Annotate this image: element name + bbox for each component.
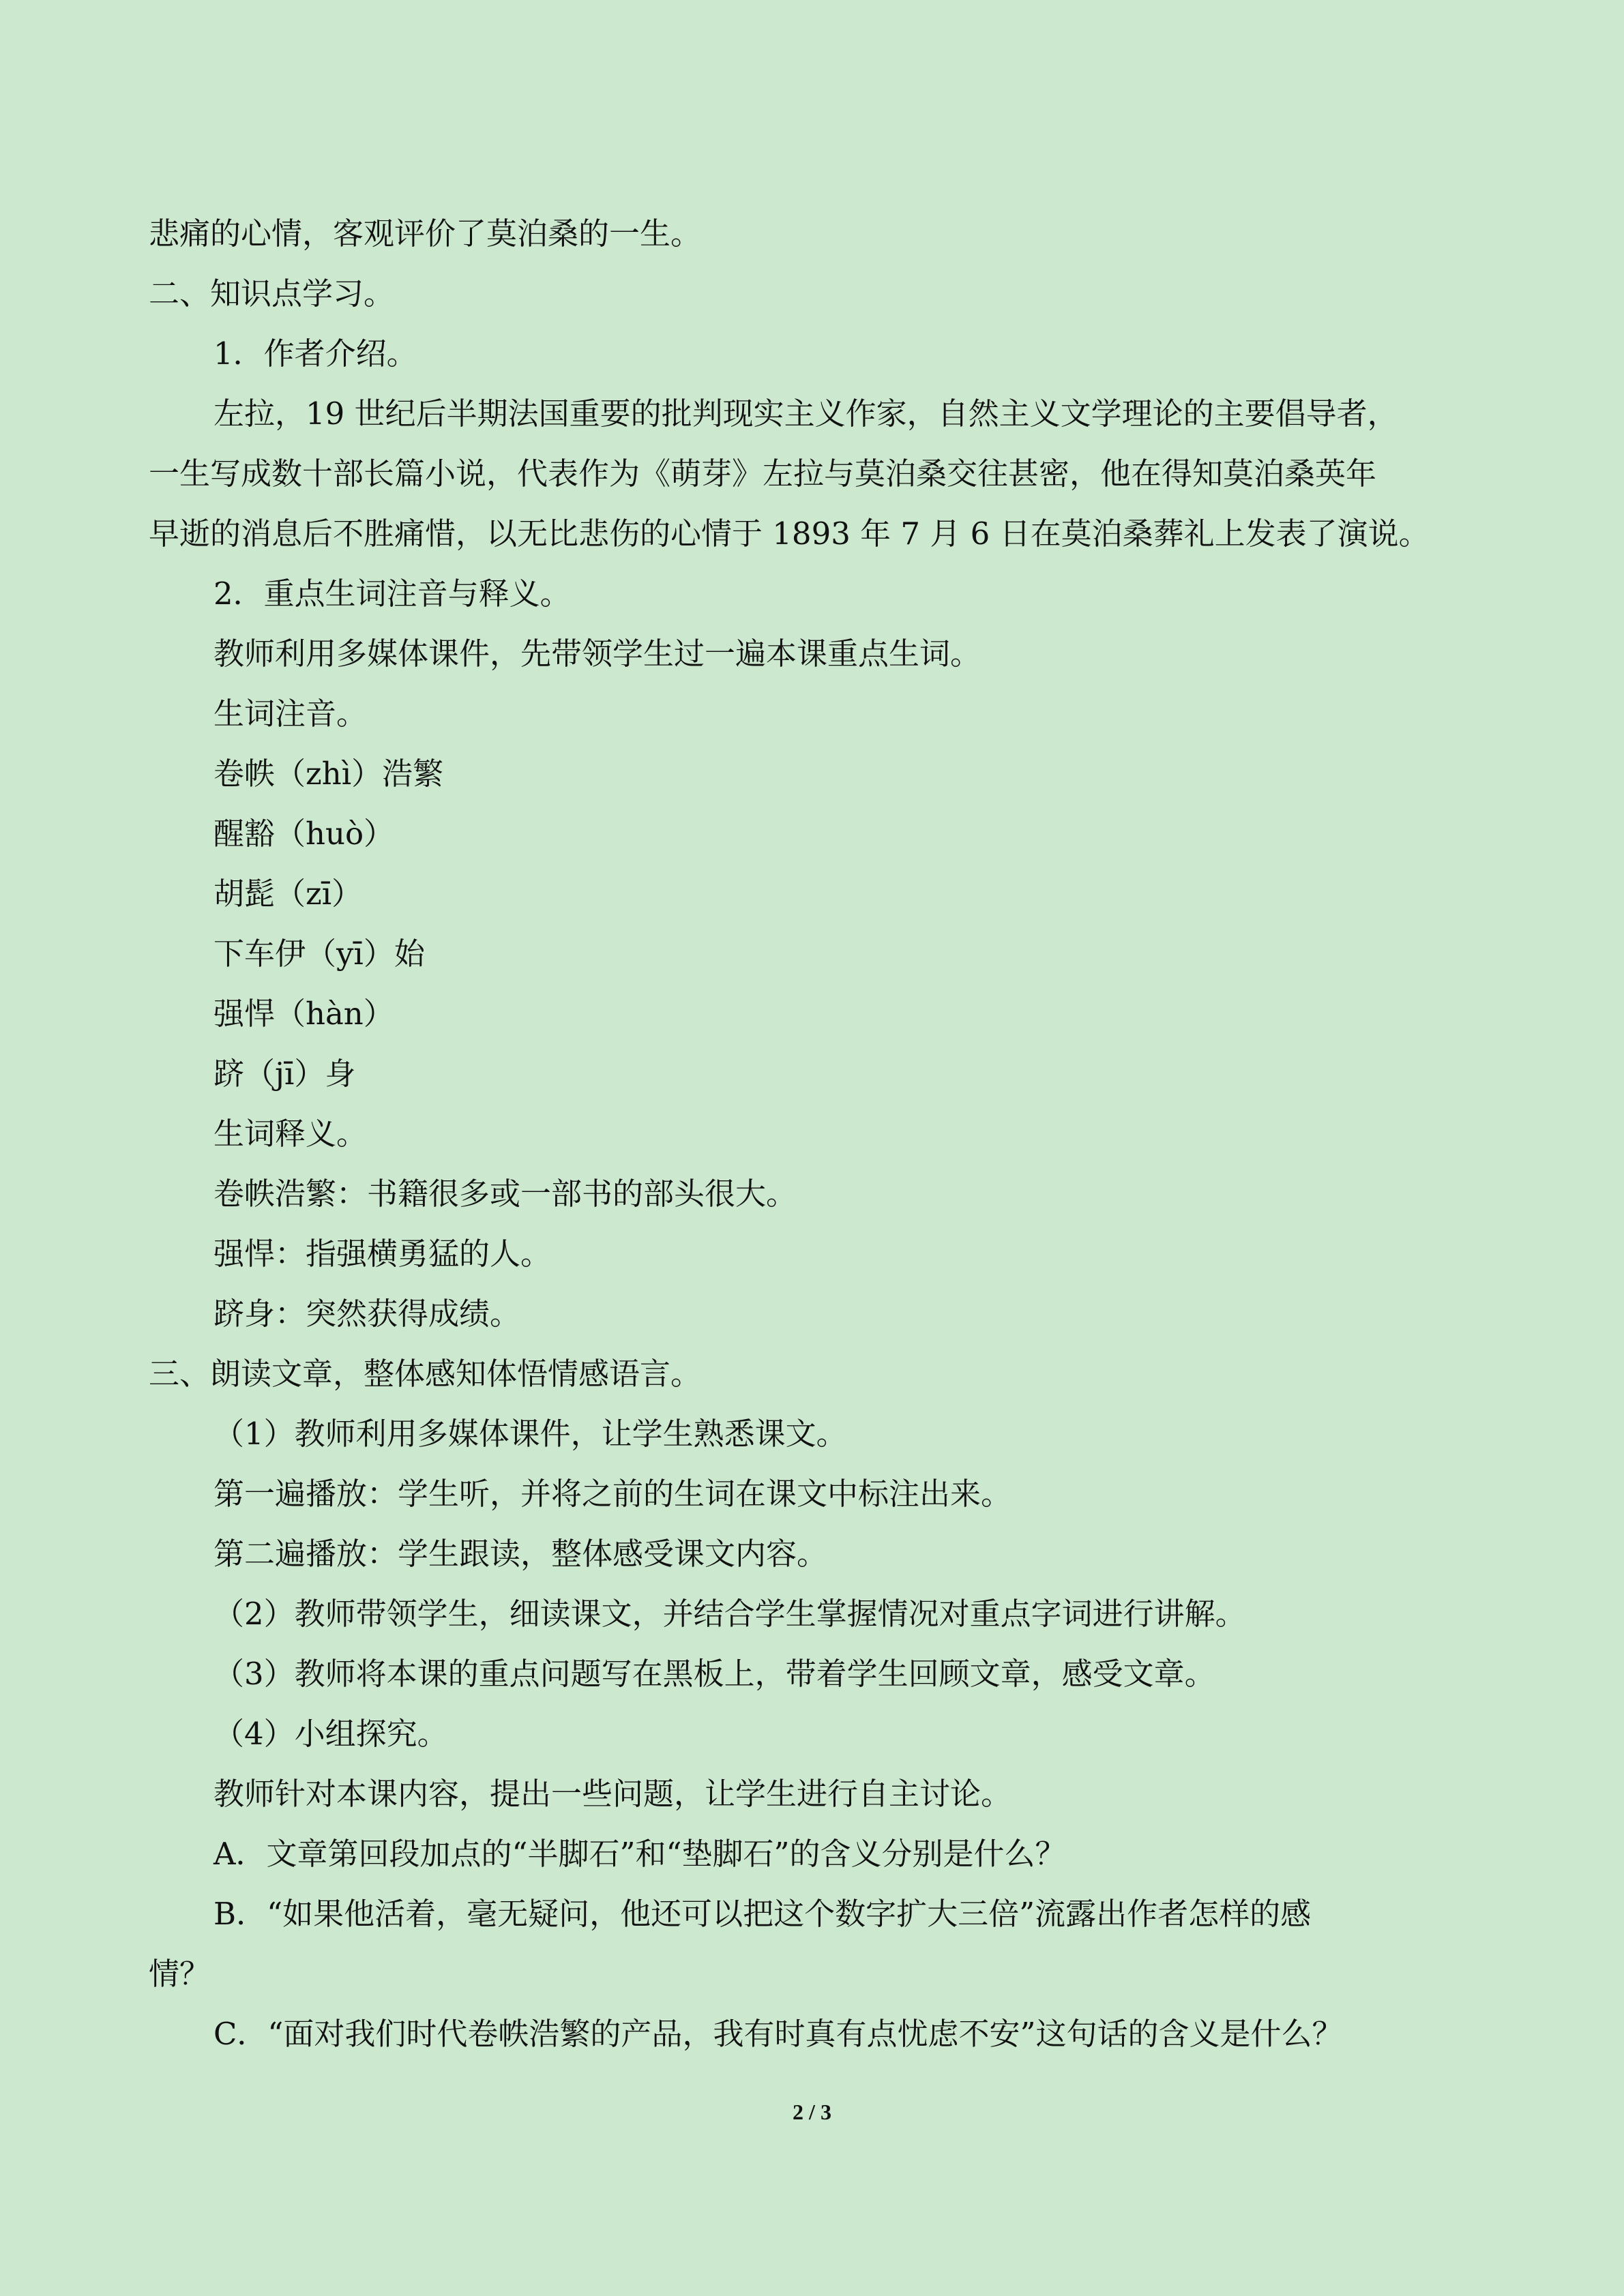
vocab-item: 醒豁（huò） [213, 816, 395, 852]
definition-item: 强悍：指强横勇猛的人。 [213, 1236, 552, 1272]
body-line: 教师利用多媒体课件，先带领学生过一遍本课重点生词。 [213, 636, 981, 672]
question-item-continued: 情？ [149, 1956, 211, 1992]
question-item: B．“如果他活着，毫无疑问，他还可以把这个数字扩大三倍”流露出作者怎样的感 [213, 1896, 1312, 1932]
definition-item: 跻身：突然获得成绩。 [213, 1296, 521, 1332]
body-line: （3）教师将本课的重点问题写在黑板上，带着学生回顾文章，感受文章。 [213, 1656, 1215, 1692]
body-line: （4）小组探究。 [213, 1716, 448, 1752]
question-item: C．“面对我们时代卷帙浩繁的产品，我有时真有点忧虑不安”这句话的含义是什么？ [213, 2016, 1343, 2052]
body-line: 教师针对本课内容，提出一些问题，让学生进行自主讨论。 [213, 1776, 1012, 1812]
section-heading: 二、知识点学习。 [149, 275, 395, 312]
body-line: 早逝的消息后不胜痛惜，以无比悲伤的心情于 1893 年 7 月 6 日在莫泊桑葬礼上发表了演说。 [149, 516, 1430, 552]
subsection-heading: 2．重点生词注音与释义。 [213, 576, 571, 612]
page-number: 2 / 3 [793, 2100, 831, 2124]
body-line: 悲痛的心情，客观评价了莫泊桑的一生。 [149, 215, 702, 252]
body-line: 第一遍播放：学生听，并将之前的生词在课文中标注出来。 [213, 1476, 1012, 1512]
vocab-item: 强悍（hàn） [213, 996, 394, 1032]
section-heading: 三、朗读文章，整体感知体悟情感语言。 [149, 1356, 702, 1392]
body-line: 左拉，19 世纪后半期法国重要的批判现实主义作家，自然主义文学理论的主要倡导者， [213, 396, 1398, 432]
body-line: 一生写成数十部长篇小说，代表作为《萌芽》左拉与莫泊桑交往甚密，他在得知莫泊桑英年 [149, 456, 1377, 492]
body-line: （2）教师带领学生，细读课文，并结合学生掌握情况对重点字词进行讲解。 [213, 1596, 1246, 1632]
body-line: 生词释义。 [213, 1116, 368, 1152]
definition-item: 卷帙浩繁：书籍很多或一部书的部头很大。 [213, 1176, 797, 1212]
body-line: 第二遍播放：学生跟读，整体感受课文内容。 [213, 1536, 828, 1572]
body-line: （1）教师利用多媒体课件，让学生熟悉课文。 [213, 1416, 847, 1452]
subsection-heading: 1．作者介绍。 [213, 336, 417, 372]
vocab-item: 卷帙（zhì）浩繁 [213, 756, 444, 792]
vocab-item: 胡髭（zī） [213, 876, 363, 912]
body-line: 生词注音。 [213, 696, 368, 732]
vocab-item: 下车伊（yī）始 [213, 936, 425, 972]
vocab-item: 跻（jī）身 [213, 1056, 356, 1092]
question-item: A．文章第回段加点的“半脚石”和“垫脚石”的含义分别是什么？ [213, 1836, 1066, 1872]
